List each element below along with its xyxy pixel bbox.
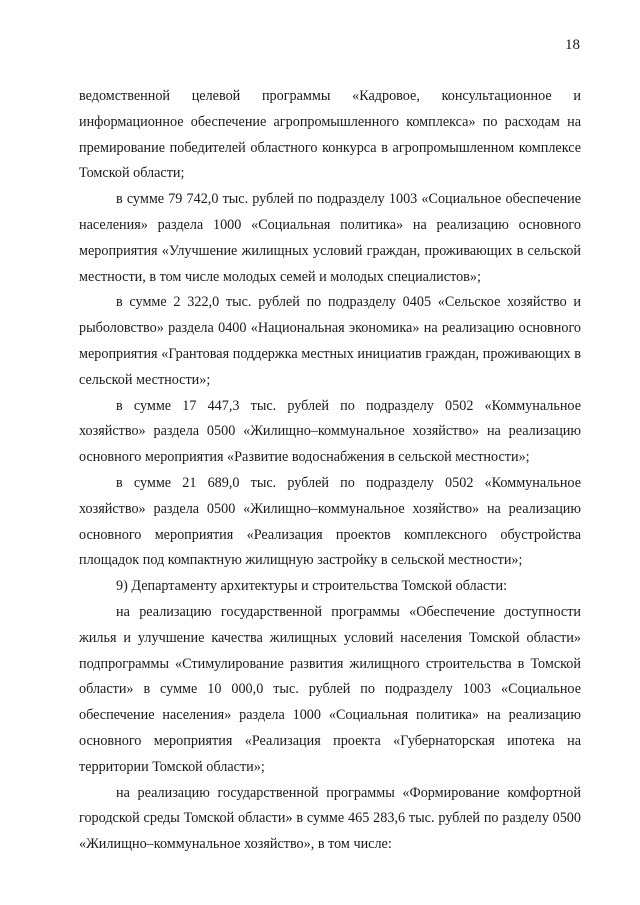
paragraph-program-continuation: ведомственной целевой программы «Кадровое, консультационное и информационное обеспечение агропромышленного комплекса» по расходам на премирование победителей областного конкурса в агропромышленном комплексе Томской области; (79, 88, 581, 182)
paragraph-urban-environment-program: на реализацию государственной программы «Формирование комфортной городской среды Томской области» в сумме 465 283,6 тыс. рублей по разделу 0500 «Жилищно–коммунальное хозяйство», в том числе: (79, 784, 581, 853)
document-body (79, 84, 581, 858)
paragraph-sum-79742: в сумме 79 742,0 тыс. рублей по подразделу 1003 «Социальное обеспечение населения» раздела 1000 «Социальная политика» на реализацию основного мероприятия «Улучшение жилищных условий граждан, проживающих в сельской местности, в том числе молодых семей и молодых специалистов»; (79, 191, 581, 285)
paragraph-housing-program: на реализацию государственной программы «Обеспечение доступности жилья и улучшение качества жилищных условий населения Томской области» подпрограммы «Стимулирование развития жилищного строительства в Томской области» в сумме 10 000,0 тыс. рублей по подразделу 1003 «Социальное обеспечение населения» раздела 1000 «Социальная политика» на реализацию основного мероприятия «Реализация проекта «Губернаторская ипотека на территории Томской области»; (79, 603, 581, 775)
page-number: 18 (565, 37, 580, 53)
paragraph-item-9-heading: 9) Департаменту архитектуры и строительства Томской области: (116, 578, 508, 595)
paragraph-sum-2322: в сумме 2 322,0 тыс. рублей по подразделу 0405 «Сельское хозяйство и рыболовство» раздела 0400 «Национальная экономика» на реализацию основного мероприятия «Грантовая поддержка местных инициатив граждан, проживающих в сельской местности»; (79, 294, 581, 388)
paragraph-sum-17447: в сумме 17 447,3 тыс. рублей по подразделу 0502 «Коммунальное хозяйство» раздела 0500 «Жилищно–коммунальное хозяйство» на реализацию основного мероприятия «Развитие водоснабжения в сельской местности»; (79, 397, 581, 466)
paragraph-sum-21689: в сумме 21 689,0 тыс. рублей по подразделу 0502 «Коммунальное хозяйство» раздела 0500 «Жилищно–коммунальное хозяйство» на реализацию основного мероприятия «Реализация проектов комплексного обустройства площадок под компактную жилищную застройку в сельской местности»; (79, 474, 581, 569)
